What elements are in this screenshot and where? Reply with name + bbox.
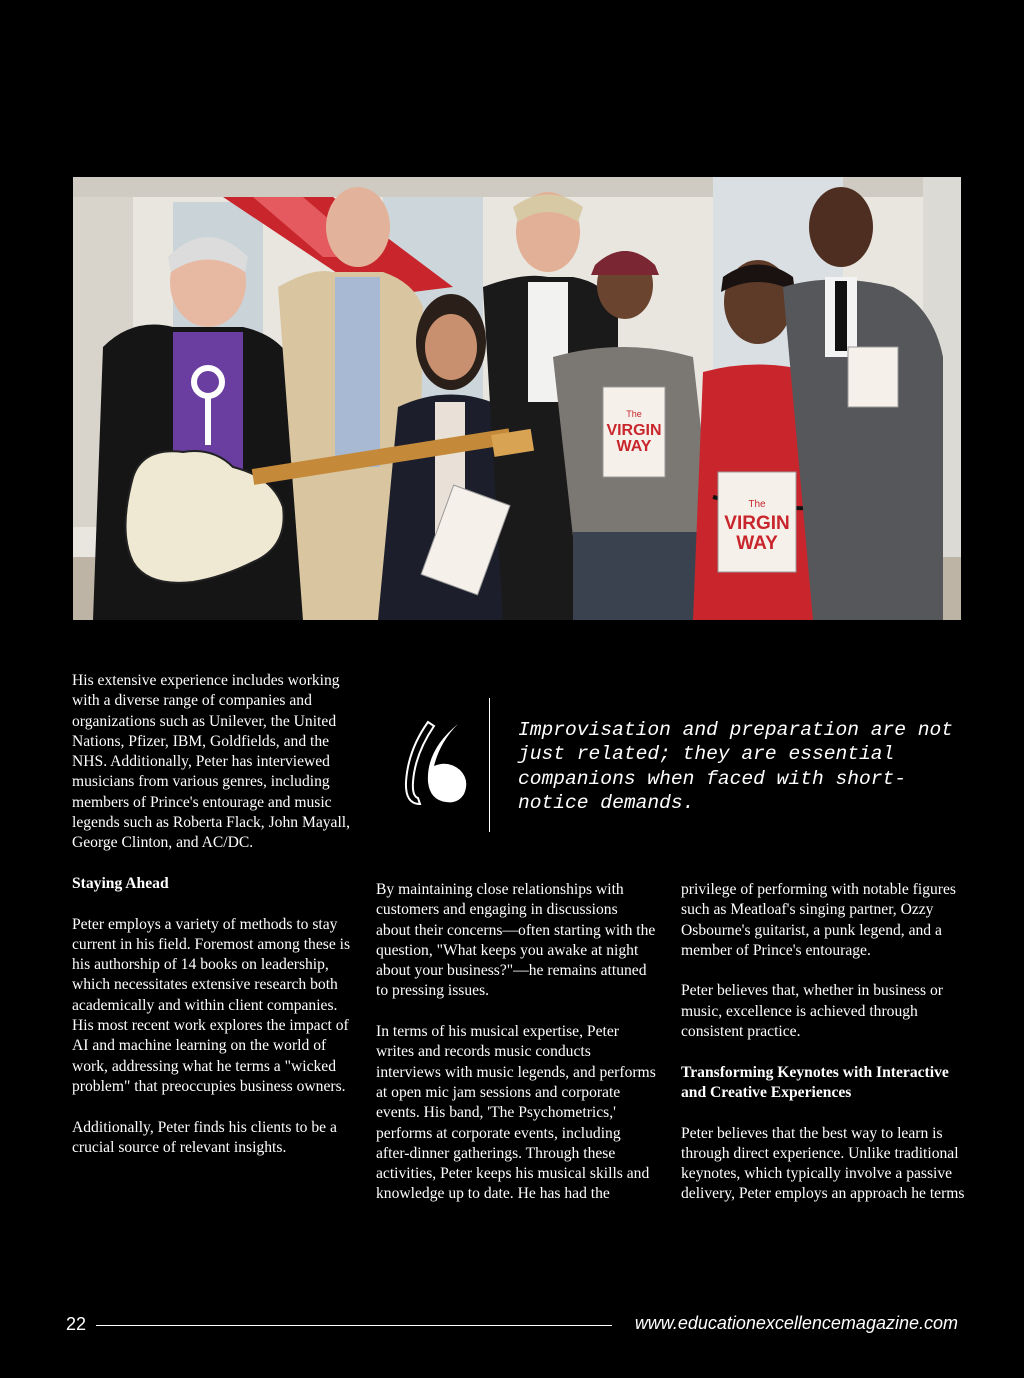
book-title-sub: WAY xyxy=(616,438,652,455)
paragraph: In terms of his musical expertise, Peter writes and records music conducts interviews with music legends, and performs at open mic jam sessions and corporate events. His band, 'The Psychometrics,' performs at corporate events, including after-dinner gatherings. Through these activities, Peter keeps his musical skills and knowledge up to date. He has had the xyxy=(376,1023,656,1203)
quote-divider xyxy=(489,698,490,832)
paragraph: Peter believes that, whether in business or music, excellence is achieved through consistent practice. xyxy=(681,982,943,1041)
column-2 xyxy=(376,880,656,1225)
book-title-main: VIRGIN xyxy=(606,422,662,439)
quote-mark-icon xyxy=(400,720,476,820)
paragraph: His extensive experience includes working with a diverse range of companies and organizations such as Unilever, the United Nations, Pfizer, IBM, Goldfields, and the NHS. Additionally, Peter has interviewed musicians from various genres, including members of Prince's entourage and music legends such as Roberta Flack, John Mayall, George Clinton, and AC/DC. xyxy=(72,672,351,852)
paragraph: Additionally, Peter finds his clients to be a crucial source of relevant insights. xyxy=(72,1118,337,1156)
section-heading: Staying Ahead xyxy=(72,874,169,892)
footer-rule xyxy=(96,1325,612,1326)
book-title-main: VIRGIN xyxy=(724,513,790,534)
section-heading: Transforming Keynotes with Interactive and Creative Experiences xyxy=(681,1063,949,1101)
group-photo xyxy=(73,177,961,620)
column-3 xyxy=(681,880,966,1225)
page-number: 22 xyxy=(66,1314,87,1334)
paragraph: By maintaining close relationships with customers and engaging in discussions about their concerns—often starting with the question, "What keeps you awake at night about your business?"—he remains attuned to pressing issues. xyxy=(376,881,656,1000)
book-title-sub: WAY xyxy=(736,533,778,554)
footer-url: www.educationexcellencemagazine.com xyxy=(634,1313,958,1333)
paragraph: Peter employs a variety of methods to stay current in his field. Foremost among these is his authorship of 14 books on leadership, which necessitates extensive research both academically and within client companies. His most recent work explores the impact of AI and machine learning on the world of work, addressing what he terms a "wicked problem" that preoccupies business owners. xyxy=(72,915,351,1095)
paragraph: Peter believes that the best way to learn is through direct experience. Unlike traditional keynotes, which typically involve a passive delivery, Peter employs an approach he terms xyxy=(681,1124,965,1203)
paragraph: privilege of performing with notable figures such as Meatloaf's singing partner, Ozzy Osbourne's guitarist, a punk legend, and a member of Prince's entourage. xyxy=(681,881,956,959)
book-title-small: The xyxy=(626,409,642,419)
book-title-small: The xyxy=(748,499,766,510)
column-1 xyxy=(72,671,354,1178)
pull-quote: Improvisation and preparation are not just related; they are essential companions when faced with short-notice demands. xyxy=(518,719,954,815)
